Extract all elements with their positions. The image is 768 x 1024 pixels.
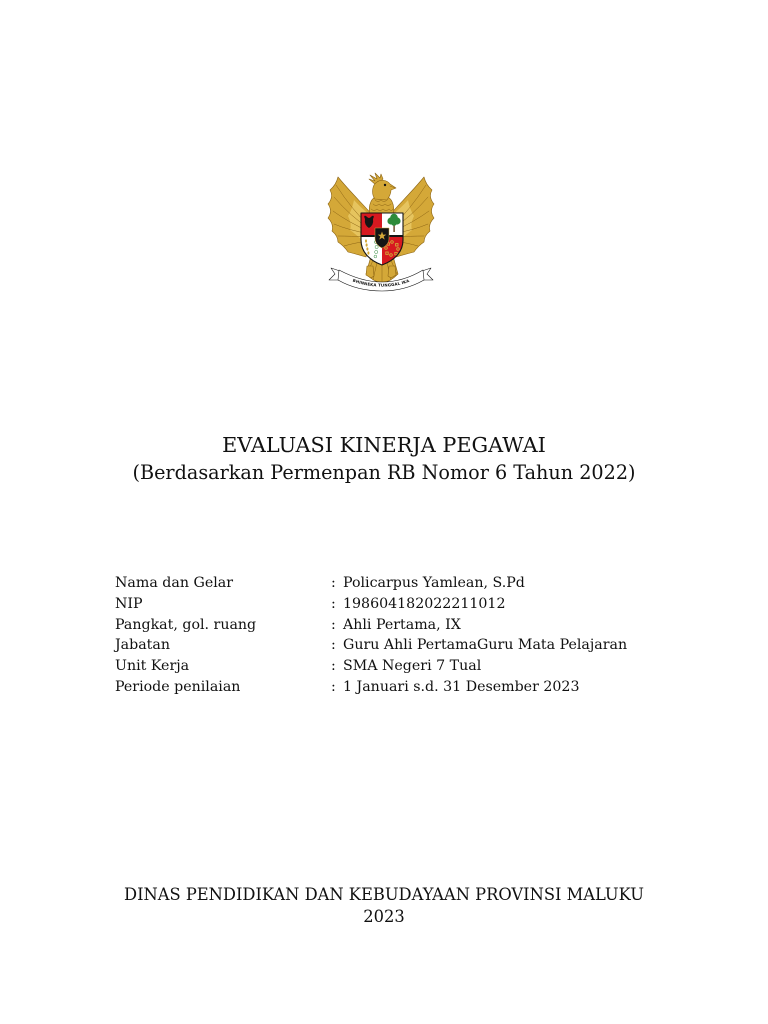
- info-label: Pangkat, gol. ruang: [115, 616, 257, 633]
- info-row-nip: [115, 594, 735, 615]
- info-label: Unit Kerja: [115, 658, 190, 675]
- document-title: EVALUASI KINERJA PEGAWAI: [222, 433, 546, 457]
- institution-name: DINAS PENDIDIKAN DAN KEBUDAYAAN PROVINSI MALUKU: [124, 885, 644, 904]
- info-row-rank: [115, 615, 735, 636]
- info-value: Guru Ahli PertamaGuru Mata Pelajaran: [343, 637, 628, 654]
- info-row-period: [115, 677, 735, 698]
- info-value: Policarpus Yamlean, S.Pd: [343, 575, 525, 591]
- info-value: 1 Januari s.d. 31 Desember 2023: [343, 678, 580, 695]
- info-row-position: [115, 635, 735, 656]
- info-value: Ahli Pertama, IX: [343, 616, 461, 633]
- info-row-name: [115, 573, 735, 594]
- garuda-head: [369, 173, 396, 200]
- motto-text: BHINNEKA TUNGGAL IKA: [352, 277, 411, 288]
- info-separator: :: [331, 595, 336, 612]
- info-label: Periode penilaian: [115, 678, 241, 695]
- info-separator: :: [331, 575, 336, 591]
- info-row-work-unit: [115, 656, 735, 677]
- document-year: 2023: [363, 907, 405, 926]
- info-value: SMA Negeri 7 Tual: [343, 658, 482, 675]
- info-separator: :: [331, 616, 336, 633]
- info-separator: :: [331, 658, 336, 675]
- info-label: Jabatan: [115, 637, 170, 654]
- footer: [0, 884, 768, 928]
- document-subtitle: (Berdasarkan Permenpan RB Nomor 6 Tahun 2022): [132, 461, 636, 484]
- employee-info-table: [115, 573, 735, 698]
- info-separator: :: [331, 678, 336, 695]
- garuda-emblem: [326, 170, 436, 295]
- title-block: [0, 431, 768, 487]
- info-label: Nama dan Gelar: [115, 575, 233, 591]
- pancasila-shield: [361, 213, 403, 265]
- info-separator: :: [331, 637, 336, 654]
- info-value: 198604182022211012: [343, 595, 506, 612]
- info-label: NIP: [115, 595, 143, 612]
